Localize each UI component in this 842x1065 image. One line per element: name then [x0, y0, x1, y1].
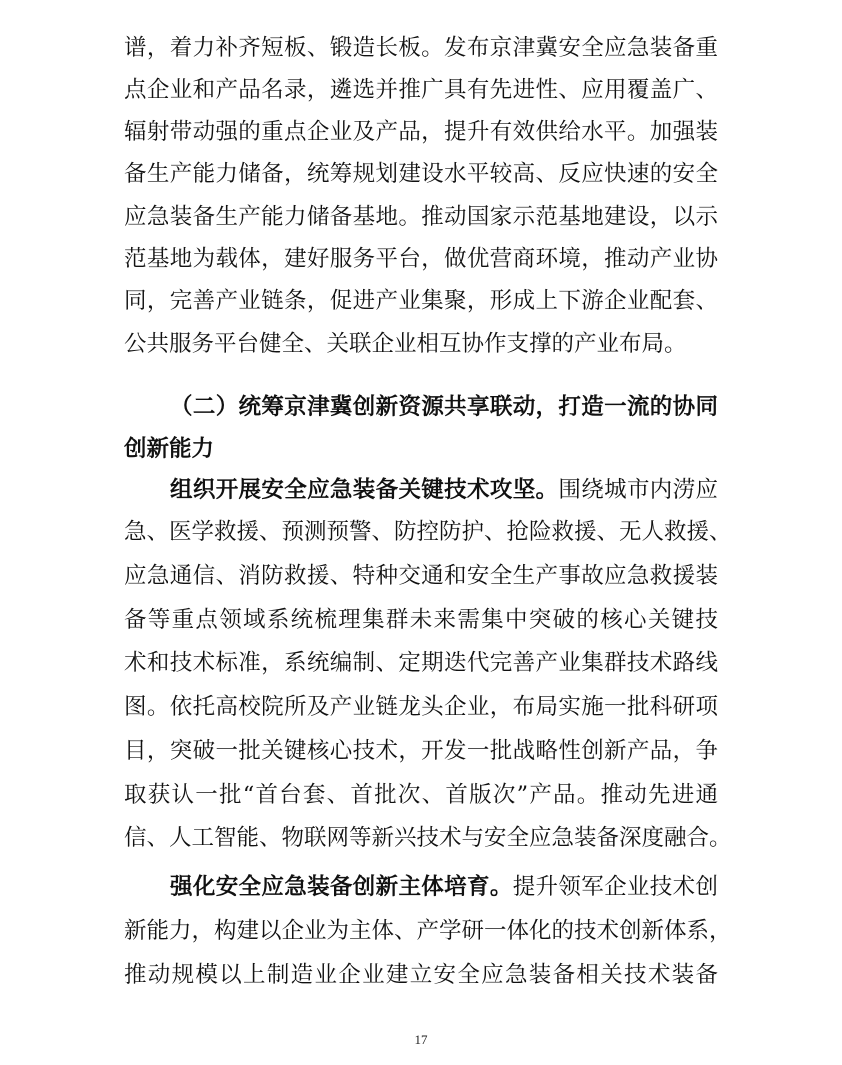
body-text-line: 推动规模以上制造业企业建立安全应急装备相关技术装备: [124, 962, 718, 988]
paragraph-lead-bold: 强化安全应急装备创新主体培育。: [170, 874, 513, 900]
paragraph-first-line: [170, 866, 718, 908]
body-text-line: 信、人工智能、物联网等新兴技术与安全应急装备深度融合。: [124, 825, 732, 851]
body-text-line: 点企业和产品名录，遴选并推广具有先进性、应用覆盖广、: [124, 77, 718, 103]
body-text-line: 备等重点领域系统梳理集群未来需集中突破的核心关键技: [124, 607, 718, 633]
section-heading-continued: 创新能力: [124, 436, 215, 462]
body-text-line: 辐射带动强的重点企业及产品，提升有效供给水平。加强装: [124, 119, 718, 145]
page-number: 17: [414, 1032, 428, 1047]
body-text-line: 应急通信、消防救援、特种交通和安全生产事故应急救援装: [124, 563, 718, 589]
body-text-line: 应急装备生产能力储备基地。推动国家示范基地建设，以示: [124, 204, 718, 230]
paragraph-first-line: [170, 469, 718, 511]
body-text-line: 图。依托高校院所及产业链龙头企业，布局实施一批科研项: [124, 694, 718, 720]
body-text-line: 谱，着力补齐短板、锻造长板。发布京津冀安全应急装备重: [124, 35, 718, 61]
body-text-line: 目，突破一批关键核心技术，开发一批战略性创新产品，争: [124, 738, 718, 764]
body-text-line: 新能力，构建以企业为主体、产学研一体化的技术创新体系，: [124, 918, 732, 944]
body-text-line: 范基地为载体，建好服务平台，做优营商环境，推动产业协: [124, 246, 718, 272]
body-text-line: 取获认一批“首台套、首批次、首版次”产品。推动先进通: [124, 782, 718, 808]
paragraph-lead-bold: 组织开展安全应急装备关键技术攻坚。: [170, 477, 559, 503]
body-text-line: 公共服务平台健全、关联企业相互协作支撑的产业布局。: [124, 331, 687, 357]
paragraph-text: 提升领军企业技术创: [512, 874, 718, 900]
section-heading: （二）统筹京津冀创新资源共享联动，打造一流的协同: [170, 394, 718, 420]
body-text-line: 备生产能力储备，统筹规划建设水平较高、反应快速的安全: [124, 161, 718, 187]
body-text-line: 急、医学救援、预测预警、防控防护、抢险救援、无人救援、: [124, 519, 732, 545]
body-text-line: 术和技术标准，系统编制、定期迭代完善产业集群技术路线: [124, 650, 718, 676]
body-text-line: 同，完善产业链条，促进产业集聚，形成上下游企业配套、: [124, 288, 718, 314]
paragraph-text: 围绕城市内涝应: [558, 477, 718, 503]
